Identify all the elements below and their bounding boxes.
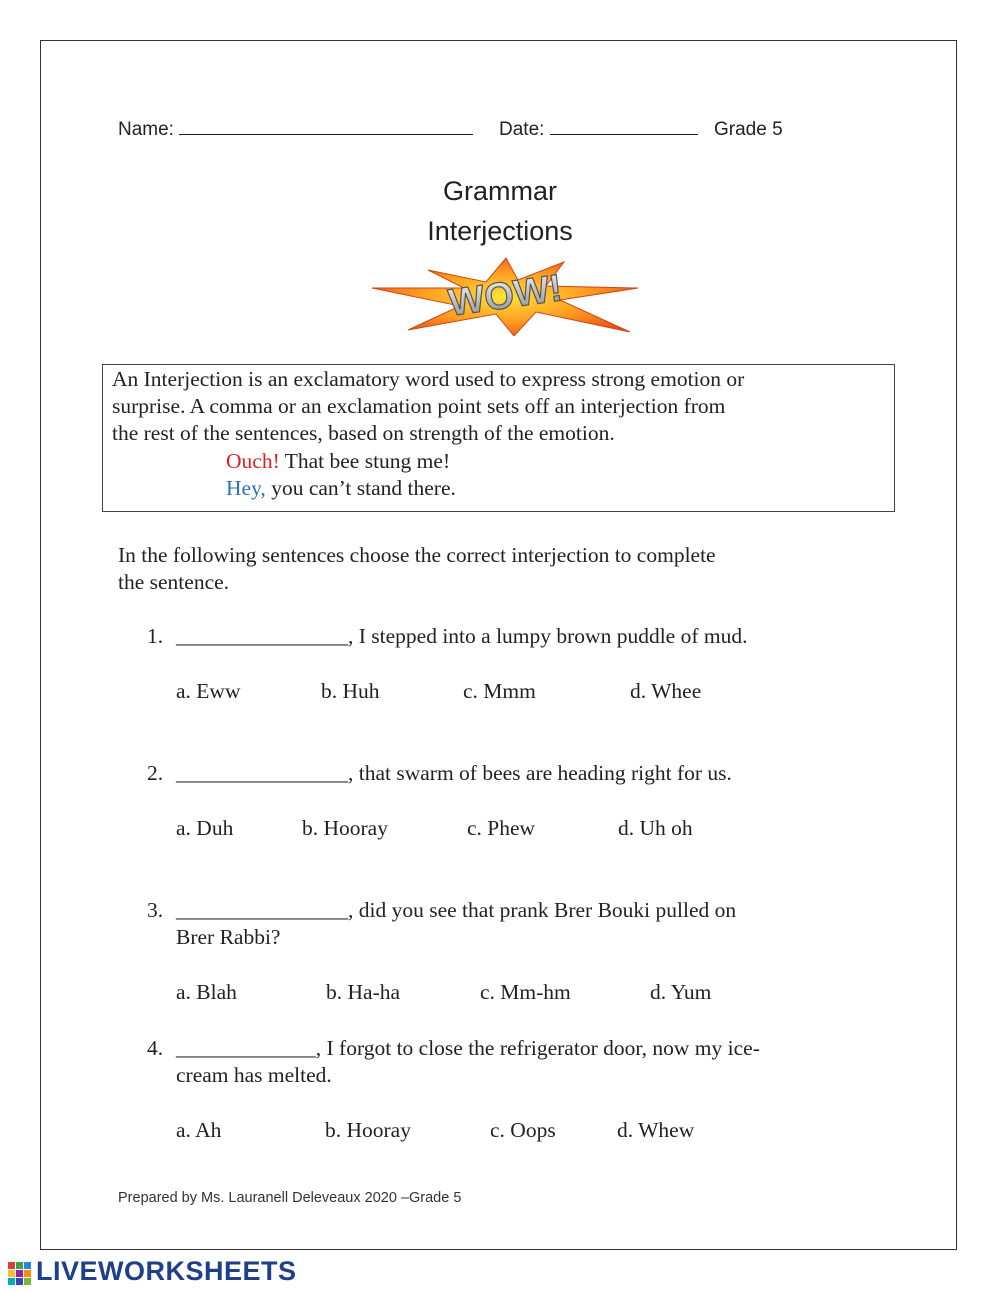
question-2-text: , that swarm of bees are heading right for us. bbox=[348, 761, 732, 785]
q1-option-d[interactable]: d. Whee bbox=[630, 679, 702, 703]
example-2-interjection: Hey, bbox=[226, 476, 266, 500]
q4-option-b[interactable]: b. Hooray bbox=[325, 1118, 411, 1142]
q1-option-c[interactable]: c. Mmm bbox=[463, 679, 536, 703]
q4-option-c[interactable]: c. Oops bbox=[490, 1118, 556, 1142]
q2-option-d[interactable]: d. Uh oh bbox=[618, 816, 693, 840]
question-1 bbox=[176, 624, 747, 649]
question-3 bbox=[176, 898, 736, 923]
name-label: Name: bbox=[118, 119, 174, 140]
question-2 bbox=[176, 761, 732, 786]
question-1-blank[interactable]: ________________ bbox=[176, 624, 348, 648]
question-3-number: 3. bbox=[147, 898, 164, 922]
question-4-blank[interactable]: _____________ bbox=[176, 1036, 316, 1060]
liveworksheets-icon bbox=[8, 1262, 32, 1286]
q2-option-a[interactable]: a. Duh bbox=[176, 816, 234, 840]
date-field bbox=[499, 119, 698, 141]
q2-option-c[interactable]: c. Phew bbox=[467, 816, 536, 840]
question-4 bbox=[176, 1036, 760, 1061]
wow-text: WOW! bbox=[446, 267, 565, 325]
liveworksheets-logo-text: LIVEWORKSHEETS bbox=[36, 1256, 297, 1286]
example-1-sentence: That bee stung me! bbox=[284, 449, 451, 473]
question-1-number: 1. bbox=[147, 624, 164, 648]
question-2-blank[interactable]: ________________ bbox=[176, 761, 348, 785]
q3-option-b[interactable]: b. Ha-ha bbox=[326, 980, 401, 1004]
example-1 bbox=[226, 448, 450, 475]
name-field bbox=[118, 119, 473, 141]
q3-option-a[interactable]: a. Blah bbox=[176, 980, 237, 1004]
question-4-text-cont: cream has melted. bbox=[176, 1063, 332, 1087]
definition-line-3: the rest of the sentences, based on strength of the emotion. bbox=[112, 421, 615, 445]
question-3-blank[interactable]: ________________ bbox=[176, 898, 348, 922]
date-blank[interactable] bbox=[550, 133, 698, 135]
q1-option-a[interactable]: a. Eww bbox=[176, 679, 241, 703]
instructions-line-1: In the following sentences choose the correct interjection to complete bbox=[118, 543, 716, 567]
name-blank[interactable] bbox=[179, 133, 473, 135]
q4-option-d[interactable]: d. Whew bbox=[617, 1118, 695, 1142]
question-1-text: , I stepped into a lumpy brown puddle of mud. bbox=[348, 624, 748, 648]
q3-option-d[interactable]: d. Yum bbox=[650, 980, 712, 1004]
q2-option-b[interactable]: b. Hooray bbox=[302, 816, 388, 840]
page-subtitle: Interjections bbox=[427, 216, 573, 246]
liveworksheets-logo[interactable] bbox=[8, 1256, 297, 1288]
definition-line-2: surprise. A comma or an exclamation point sets off an interjection from bbox=[112, 394, 726, 418]
definition-line-1: An Interjection is an exclamatory word used to express strong emotion or bbox=[112, 367, 745, 391]
footer-credit: Prepared by Ms. Lauranell Deleveaux 2020 –Grade 5 bbox=[118, 1190, 462, 1206]
question-3-text: , did you see that prank Brer Bouki pulled on bbox=[348, 898, 737, 922]
q3-option-c[interactable]: c. Mm-hm bbox=[480, 980, 571, 1004]
page-title: Grammar bbox=[443, 176, 557, 206]
q4-option-a[interactable]: a. Ah bbox=[176, 1118, 222, 1142]
question-4-text: , I forgot to close the refrigerator door, now my ice- bbox=[315, 1036, 760, 1060]
q1-option-b[interactable]: b. Huh bbox=[321, 679, 380, 703]
example-2-sentence: you can’t stand there. bbox=[271, 476, 456, 500]
instructions-line-2: the sentence. bbox=[118, 570, 230, 594]
date-label: Date: bbox=[499, 119, 545, 140]
example-2 bbox=[226, 475, 456, 502]
question-2-number: 2. bbox=[147, 761, 164, 785]
wow-starburst-graphic bbox=[368, 256, 644, 336]
question-4-number: 4. bbox=[147, 1036, 164, 1060]
question-3-text-cont: Brer Rabbi? bbox=[176, 925, 281, 949]
example-1-interjection: Ouch! bbox=[226, 449, 280, 473]
grade-label: Grade 5 bbox=[714, 119, 783, 140]
